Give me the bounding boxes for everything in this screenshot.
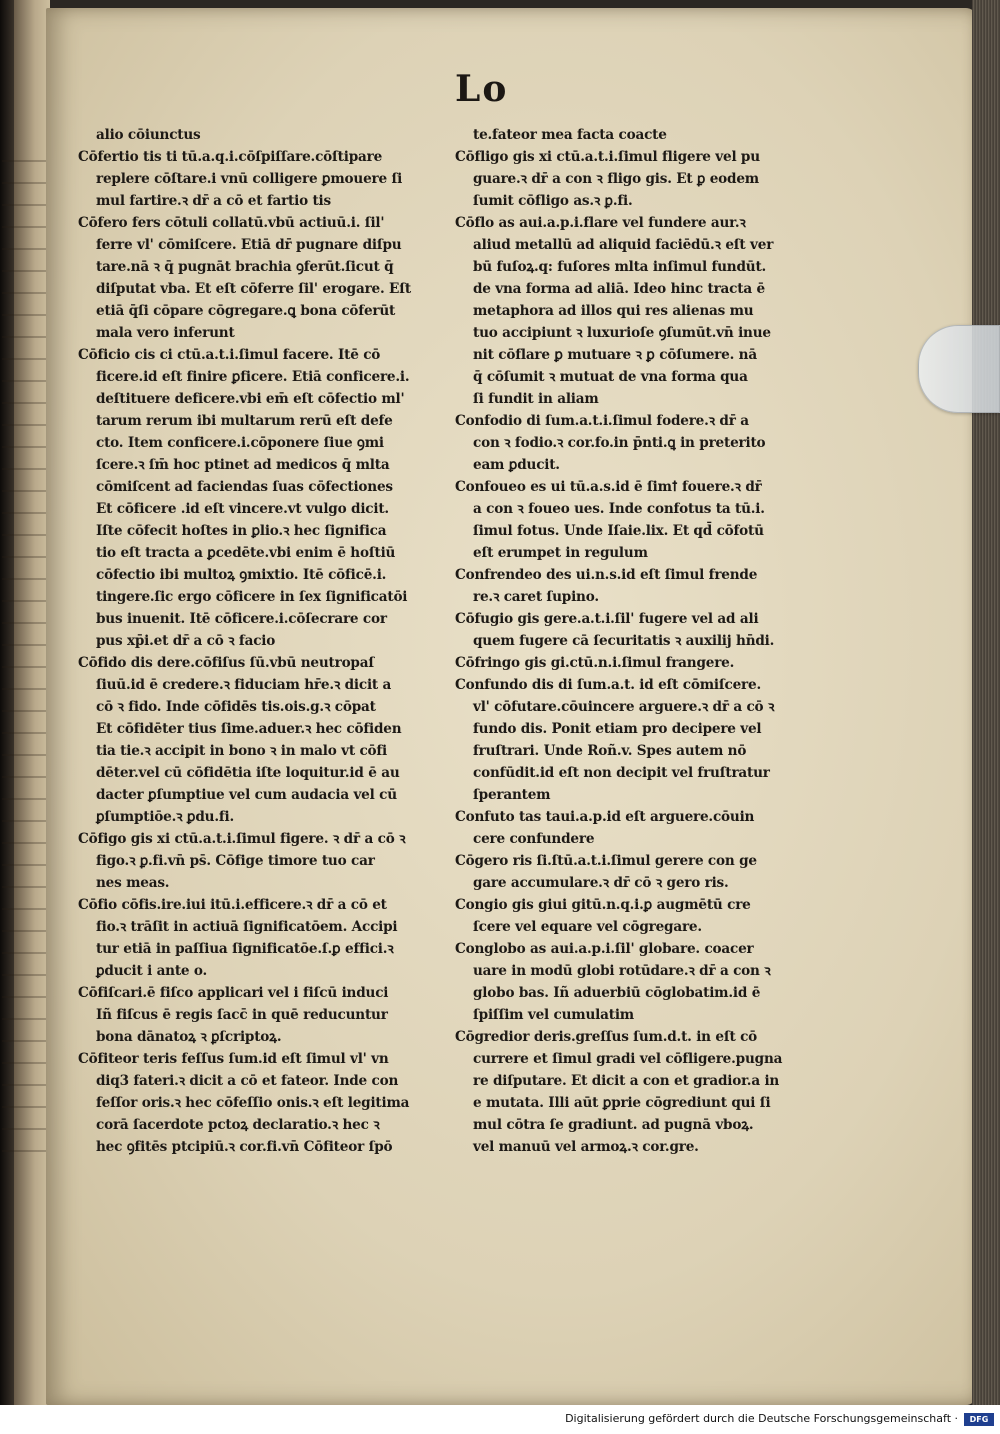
- entry-headword-line: Congio gis giui gitū.n.q.i.ꝑ augmētū cre: [455, 897, 751, 913]
- text-line: pus xp̄i.et dr̄ a cō ꝛ facio: [96, 633, 276, 649]
- text-line: re.ꝛ caret ſupino.: [473, 589, 599, 605]
- text-line: q̄ cōſumit ꝛ mutuat de vna forma qua: [473, 369, 748, 385]
- page-clip-tab: [918, 325, 1000, 413]
- text-line: de vna forma ad aliā. Ideo hinc tracta ē: [473, 281, 765, 297]
- entry-headword-line: Cōfigo gis xi ctū.a.t.i.ſimul figere. ꝛ dr̄ a cō ꝛ: [78, 831, 406, 847]
- text-line: con ꝛ fodio.ꝛ cor.fo.in p̄nti.ꝗ in preterito: [473, 435, 766, 451]
- footer-credit: Digitalisierung gefördert durch die Deutsche Forschungsgemeinschaft ·: [565, 1412, 958, 1425]
- text-line: tarum rerum ibi multarum rerū eſt defe: [96, 413, 393, 429]
- text-line: dacter ꝑſumptiue vel cum audacia vel cū: [96, 787, 397, 803]
- facing-page-edge: [0, 0, 50, 1405]
- entry-headword-line: Confrendeo des ui.n.s.id eſt ſimul frende: [455, 567, 758, 583]
- text-line: globo bas. Iñ aduerbiū cōglobatim.id ē: [473, 985, 761, 1001]
- text-line: diſputat vba. Et eſt cōferre ſil' erogare. Eſt: [96, 281, 411, 297]
- text-line: uare in modū globi rotūdare.ꝛ dr̄ a con ꝛ: [473, 963, 771, 979]
- text-line: re diſputare. Et dicit a con et gradior.a in: [473, 1073, 780, 1089]
- text-line: eam ꝑducit.: [473, 457, 560, 473]
- text-line: dēter.vel cū cōfidētia iſte loquitur.id ē au: [96, 765, 400, 781]
- text-line: fio.ꝛ trāſit in actiuā ſignificatōem. Accipi: [96, 919, 398, 935]
- text-line: bū fuſoꝝ.q: fuſores mlta inſimul fundūt.: [473, 259, 767, 275]
- entry-headword-line: Cōfugio gis gere.a.t.i.ſil' fugere vel ad ali: [455, 611, 759, 627]
- text-line: cōfectio ibi multoꝝ ꝯmixtio. Itē cōficē.i.: [96, 567, 387, 583]
- text-line: hec ꝯfitēs ptcipiū.ꝛ cor.fi.vn̄ Cōfiteor ſpō: [96, 1139, 393, 1155]
- text-line: mul cōtra ſe gradiunt. ad pugnā vboꝝ.: [473, 1117, 754, 1133]
- text-line: cō ꝛ fido. Inde cōfidēs tis.ois.g.ꝛ cōpat: [96, 699, 376, 715]
- text-line: fundo dis. Ponit etiam pro decipere vel: [473, 721, 762, 737]
- entry-headword-line: Cōgero ris ſi.ſtū.a.t.i.ſimul gerere con ge: [455, 853, 757, 869]
- text-line: replere cōſtare.i vnū colligere ꝑmouere ſi: [96, 171, 403, 187]
- text-line: gare accumulare.ꝛ dr̄ cō ꝛ gero ris.: [473, 875, 729, 891]
- text-line: tio eſt tracta a ꝑcedēte.vbi enim ē hoſtiū: [96, 545, 396, 561]
- text-line: mala vero inferunt: [96, 325, 235, 341]
- entry-headword-line: Cōficio cis ci ctū.a.t.i.ſimul facere. Itē cō: [78, 347, 381, 363]
- entry-headword-line: Conglobo as aui.a.p.i.ſil' globare. coacer: [455, 941, 754, 957]
- text-line: tia tie.ꝛ accipit in bono ꝛ in malo vt cōfi: [96, 743, 388, 759]
- entry-headword-line: Confundo dis di ſum.a.t. id eſt cōmiſcere.: [455, 677, 761, 693]
- digitization-footer: [0, 1405, 1000, 1434]
- text-line: a con ꝛ foueo ues. Inde confotus ta tū.i.: [473, 501, 765, 517]
- page-folio: Lo: [455, 68, 509, 110]
- text-line: tuo accipiunt ꝛ luxurioſe ꝯſumūt.vn̄ inue: [473, 325, 771, 341]
- text-line: vel manuū vel armoꝝ.ꝛ cor.gre.: [473, 1139, 699, 1155]
- entry-headword-line: Confodio di ſum.a.t.i.ſimul fodere.ꝛ dr̄ a: [455, 413, 749, 429]
- page-edges: [972, 0, 1000, 1405]
- text-line: feſſor oris.ꝛ hec cōfeſſio onis.ꝛ eſt legitima: [96, 1095, 410, 1111]
- text-line: ſperantem: [473, 787, 551, 803]
- text-line: nit cōflare ꝑ mutuare ꝛ ꝑ cōſumere. nā: [473, 347, 757, 363]
- entry-headword-line: Confuto tas taui.a.p.id eſt arguere.cōuin: [455, 809, 755, 825]
- text-line: corā ſacerdote pctoꝝ declaratio.ꝛ hec ꝛ: [96, 1117, 380, 1133]
- text-line: ſimul fotus. Unde Iſaie.lix. Et qd̄ cōfotū: [473, 523, 764, 539]
- entry-headword-line: Cōfiſcari.ē fiſco applicari vel i fiſcū induci: [78, 985, 389, 1001]
- text-line: deſtituere deficere.vbi em̄ eſt cōfectio ml': [96, 391, 405, 407]
- text-line: cere confundere: [473, 831, 595, 847]
- right-text-column: [455, 124, 825, 1158]
- text-line: te.fateor mea facta coacte: [473, 127, 667, 143]
- text-line: Et cōfidēter tius ſime.aduer.ꝛ hec cōfiden: [96, 721, 402, 737]
- text-line: tur etiā in paſſiua ſignificatōe.ſ.ꝑ effici.ꝛ: [96, 941, 394, 957]
- entry-headword-line: Cōfio cōfis.ire.iui itū.i.efficere.ꝛ dr̄ a cō et: [78, 897, 387, 913]
- text-line: eſt erumpet in regulum: [473, 545, 648, 561]
- dfg-logo-icon: DFG: [964, 1413, 994, 1426]
- text-line: diq3 fateri.ꝛ dicit a cō et fateor. Inde con: [96, 1073, 399, 1089]
- facing-page-bleed-through: [2, 160, 46, 1160]
- entry-headword-line: Cōfringo gis gi.ctū.n.i.ſimul frangere.: [455, 655, 735, 671]
- entry-headword-line: Cōfero fers cōtuli collatū.vbū actiuū.i. ſil': [78, 215, 385, 231]
- text-line: ſumit cōfligo as.ꝛ ꝑ.fi.: [473, 193, 633, 209]
- text-line: etiā q̄ſi cōpare cōgregare.ꝗ bona cōferūt: [96, 303, 396, 319]
- text-line: ferre vl' cōmiſcere. Etiā dr̄ pugnare diſpu: [96, 237, 402, 253]
- text-line: Iſte cōfecit hoſtes in ꝑlio.ꝛ hec ſignifica: [96, 523, 387, 539]
- entry-headword-line: Cōgredior deris.greſſus ſum.d.t. in eſt cō: [455, 1029, 758, 1045]
- text-line: alio cōiunctus: [96, 127, 201, 143]
- entry-headword-line: Cōfiteor teris feſſus ſum.id eſt ſimul vl' vn: [78, 1051, 389, 1067]
- text-line: ſcere.ꝛ ſm̄ hoc ptinet ad medicos q̄ mlta: [96, 457, 390, 473]
- text-line: ſi fundit in aliam: [473, 391, 599, 407]
- entry-headword-line: Confoueo es ui tū.a.s.id ē ſimꝉ fouere.ꝛ dr̄: [455, 479, 762, 495]
- text-line: bona dānatoꝝ ꝛ ꝑſcriptoꝝ.: [96, 1029, 282, 1045]
- text-line: ſcere vel equare vel cōgregare.: [473, 919, 702, 935]
- text-line: cōmiſcent ad faciendas ſuas cōfectiones: [96, 479, 393, 495]
- text-line: figo.ꝛ ꝑ.fi.vn̄ ps̄. Cōfige timore tuo car: [96, 853, 375, 869]
- text-line: aliud metallū ad aliquid faciēdū.ꝛ eſt ver: [473, 237, 774, 253]
- text-line: metaphora ad illos qui res alienas mu: [473, 303, 754, 319]
- text-line: guare.ꝛ dr̄ a con ꝛ fligo gis. Et ꝑ eodem: [473, 171, 759, 187]
- text-line: tingere.ſic ergo cōficere in ſex ſignificatōi: [96, 589, 408, 605]
- text-line: vl' cōfutare.cōuincere arguere.ꝛ dr̄ a cō ꝛ: [473, 699, 775, 715]
- text-line: nes meas.: [96, 875, 170, 891]
- text-line: fruſtrari. Unde Roñ.v. Spes autem nō: [473, 743, 747, 759]
- text-line: ꝑducit i ante o.: [96, 963, 208, 979]
- text-line: currere et ſimul gradi vel cōfligere.pugna: [473, 1051, 783, 1067]
- text-line: Iñ fiſcus ē regis ſacc̄ in quē reducuntur: [96, 1007, 388, 1023]
- text-line: ſpiſſim vel cumulatim: [473, 1007, 634, 1023]
- entry-headword-line: Cōfido dis dere.cōfiſus ſū.vbū neutropaſ: [78, 655, 374, 671]
- text-line: bus inuenit. Itē cōficere.i.cōſecrare cor: [96, 611, 387, 627]
- text-line: confūdit.id eſt non decipit vel fruſtratur: [473, 765, 770, 781]
- text-line: quem fugere cā ſecuritatis ꝛ auxilij hn̄di.: [473, 633, 775, 649]
- text-line: mul fartire.ꝛ dr̄ a cō et fartio tis: [96, 193, 331, 209]
- entry-headword-line: Cōflo as aui.a.p.i.flare vel fundere aur.ꝛ: [455, 215, 746, 231]
- text-line: Et cōficere .id eſt vincere.vt vulgo dicit.: [96, 501, 389, 517]
- entry-headword-line: Cōfertio tis ti tū.a.q.i.cōſpiſſare.cōſtipare: [78, 149, 383, 165]
- text-line: e mutata. Illi aūt ꝑprie cōgrediunt qui ſi: [473, 1095, 771, 1111]
- text-line: ficere.id eſt finire ꝑficere. Etiā conficere.i.: [96, 369, 410, 385]
- text-line: ꝑſumptiōe.ꝛ ꝑdu.fi.: [96, 809, 235, 825]
- left-text-column: [78, 124, 458, 1158]
- text-line: ſiuū.id ē credere.ꝛ fiduciam hr̄e.ꝛ dicit a: [96, 677, 392, 693]
- entry-headword-line: Cōfligo gis xi ctū.a.t.i.ſimul fligere vel pu: [455, 149, 760, 165]
- text-line: cto. Item conficere.i.cōponere ſiue ꝯmi: [96, 435, 384, 451]
- text-line: tare.nā ꝛ q̄ pugnāt brachia ꝯferūt.ſicut q̄: [96, 259, 394, 275]
